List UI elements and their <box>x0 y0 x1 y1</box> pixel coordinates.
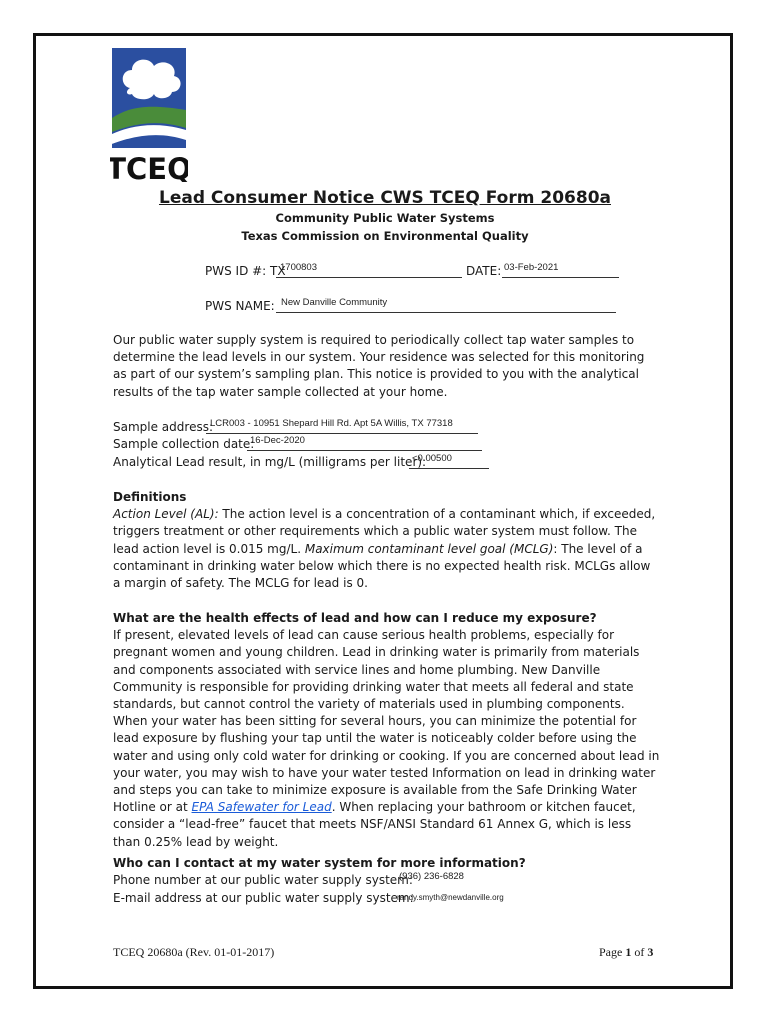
mclg-text: : The level of a contaminant in drinking water below which there is no expected health risk. MCLGs allow a margin of safety. The MCLG for lead is 0. <box>113 541 651 591</box>
collection-date-label: Sample collection date: <box>113 437 255 451</box>
intro-text: Our public water supply system is required to periodically collect tap water samples to determine the lead levels in our system. Your residence was selected for this monitoring as part of our system’s sampling plan. This notice is provided to you with the analytical results of the tap water sample collected at your home. <box>113 333 645 399</box>
tceq-logo <box>110 48 188 182</box>
definitions-section <box>113 489 661 592</box>
contact-heading: Who can I contact at my water system for more information? <box>113 856 526 870</box>
pws-name-field[interactable] <box>276 297 616 313</box>
health-heading: What are the health effects of lead and how can I reduce my exposure? <box>113 611 597 625</box>
sample-address-label: Sample address: <box>113 420 213 434</box>
health-text <box>113 627 661 851</box>
page-number <box>599 945 653 960</box>
lead-result-field[interactable] <box>409 453 489 469</box>
pws-id-field[interactable] <box>276 262 462 278</box>
sample-address-field[interactable] <box>206 418 478 434</box>
subtitle-community: Community Public Water Systems <box>275 211 495 225</box>
pws-name-value: New Danville Community <box>281 297 388 308</box>
intro-paragraph <box>113 332 661 401</box>
collection-date-value: 16-Dec-2020 <box>250 435 305 446</box>
pws-name-label: PWS NAME: <box>205 299 275 313</box>
sample-address-value: LCR003 - 10951 Shepard Hill Rd. Apt 5A Willis, TX 77318 <box>210 418 453 429</box>
mclg-term: Maximum contaminant level goal (MCLG) <box>304 541 554 556</box>
form-revision: TCEQ 20680a (Rev. 01-01-2017) <box>113 945 275 959</box>
page-prefix: Page <box>599 945 626 959</box>
page-total: 3 <box>647 945 654 959</box>
page-current: 1 <box>625 945 632 959</box>
health-section <box>113 610 661 851</box>
logo-text: TCEQ <box>110 152 188 182</box>
document-title: Lead Consumer Notice CWS TCEQ Form 20680a <box>158 188 611 208</box>
definitions-heading: Definitions <box>113 490 187 504</box>
phone-label: Phone number at our public water supply system: <box>113 873 413 887</box>
al-term: Action Level (AL): <box>113 507 219 522</box>
email-value[interactable]: randy.smyth@newdanville.org <box>397 893 504 902</box>
pws-id-value: 1700803 <box>280 262 317 273</box>
email-label: E-mail address at our public water supply system: <box>113 891 414 905</box>
pws-id-label: PWS ID #: TX <box>205 264 286 278</box>
contact-section <box>113 855 661 872</box>
health-text-part1: If present, elevated levels of lead can cause serious health problems, especially for pregnant women and young children. Lead in drinking water is primarily from materials and components associated with service lines and home plumbing. New Danville Community is responsible for providing drinking water that meets all federal and state standards, but cannot control the variety of materials used in plumbing components. When your water has been sitting for several hours, you can minimize the potential for lead exposure by flushing your tap until the water is noticeably colder before using the water and using only cold water for drinking or cooking. If you are concerned about lead in your water, you may wish to have your water tested Information on lead in drinking water and steps you can take to minimize exposure is available from the Safe Drinking Water Hotline or at <box>113 628 660 815</box>
al-text: The action level is a concentration of a contaminant which, if exceeded, triggers treatment or other requirements which a public water system must follow. The lead action level is 0.015 mg/L. <box>113 507 656 556</box>
date-field[interactable] <box>502 262 619 278</box>
phone-value[interactable]: (936) 236-6828 <box>399 871 464 882</box>
definitions-text <box>113 506 661 592</box>
page-mid: of <box>631 945 648 959</box>
collection-date-field[interactable] <box>247 435 482 451</box>
lead-result-value: <0.00500 <box>412 453 452 464</box>
date-label: DATE: <box>466 264 502 278</box>
date-value: 03-Feb-2021 <box>504 262 559 273</box>
lead-result-label: Analytical Lead result, in mg/L (milligrams per liter): <box>113 455 427 469</box>
subtitle-commission: Texas Commission on Environmental Quality <box>241 229 529 243</box>
health-text-part2: . When replacing your bathroom or kitchen faucet, consider a “lead-free” faucet that meets NSF/ANSI Standard 61 Annex G, which is less than 0.25% lead by weight. <box>113 800 636 849</box>
epa-safewater-link[interactable]: EPA Safewater for Lead <box>191 800 332 815</box>
